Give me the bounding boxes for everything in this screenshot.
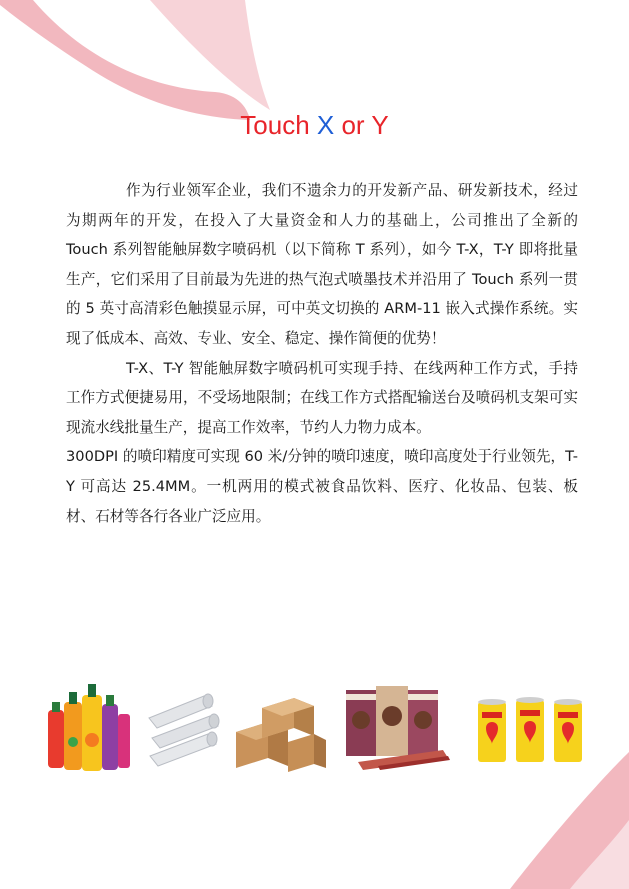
pvc-pipes-image — [144, 680, 224, 775]
paragraph-intro: 作为行业领军企业，我们不遗余力的开发新产品、研发新技术，经过为期两年的开发，在投入了大量资金和人力的基础上，公司推出了全新的 Touch 系列智能触屏数字喷码机（以下简称 T 系列），如今 T-X，T-Y 即将批量生产，它们采用了目前最为先进的热气泡式喷墨技术并沿用了 Touch 系列一贯的 5 英寸高清彩色触摸显示屏，可中英文切换的 ARM-11 嵌入式操作系统。实现了低成本、高效、专业、安全、稳定、操作简便的优势！ — [66, 182, 578, 347]
paragraph-work-modes: T-X、T-Y 智能触屏数字喷码机可实现手持、在线两种工作方式，手持工作方式便捷易用，不受场地限制；在线工作方式搭配输送台及喷码机支架可实现流水线批量生产，提高工作效率，节约人力物力成本。 — [66, 359, 578, 436]
title-y: Y — [371, 110, 389, 140]
paragraph-specs: 300DPI 的喷印精度可实现 60 米/分钟的喷印速度，喷印高度处于行业领先，T-Y 可高达 25.4MM。一机两用的模式被食品饮料、医疗、化妆品、包装、板材、石材等各行各业广泛应用。 — [66, 448, 578, 525]
title-x: X — [316, 110, 335, 140]
beverage-cans-image — [472, 680, 592, 775]
title-touch: Touch — [240, 110, 317, 140]
cardboard-boxes-image — [226, 680, 331, 775]
title-or: or — [334, 110, 372, 140]
food-packaging-bags-image — [338, 680, 453, 775]
product-images — [36, 680, 596, 775]
page-title — [0, 108, 629, 142]
body-text — [66, 176, 578, 531]
beverage-bottles-image — [42, 680, 132, 775]
